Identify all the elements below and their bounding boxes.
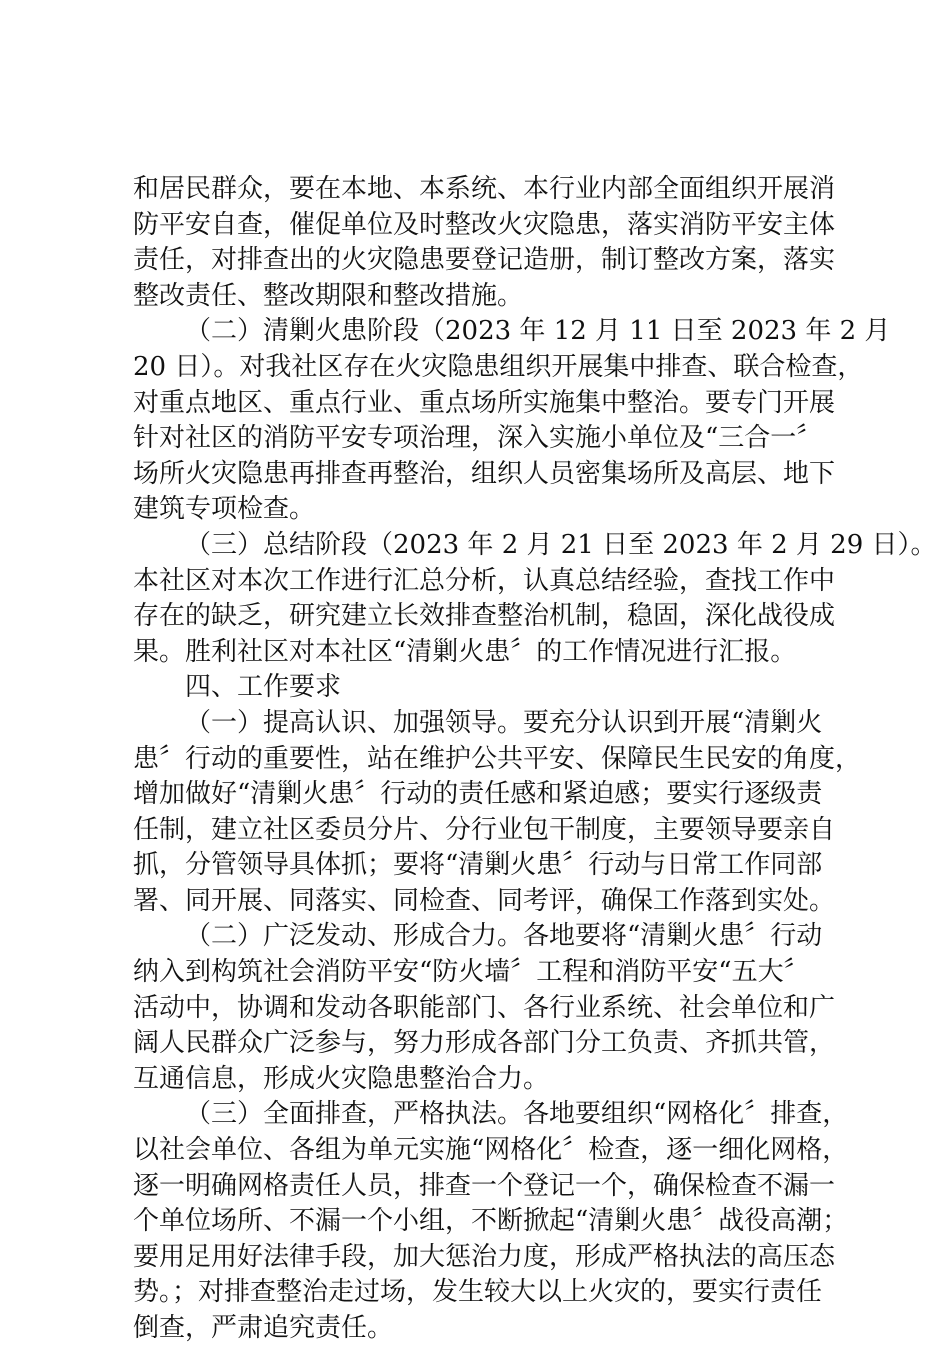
paragraph-start-line: （三）全面排查，严格执法。各地要组织“网格化〞排查， [185,1099,849,1130]
paragraph-start-line: （二）清剿火患阶段（2023 年 12 月 11 日至 2023 年 2 月 [185,316,891,347]
text-line: 20 日）。对我社区存在火灾隐患组织开展集中排查、联合检查， [133,351,864,382]
text-line: 署、同开展、同落实、同检查、同考评，确保工作落到实处。 [133,885,836,916]
text-line: 以社会单位、各组为单元实施“网格化〞检查，逐一细化网格， [133,1135,849,1166]
text-line: 患〞行动的重要性，站在维护公共平安、保障民生民安的角度， [133,743,862,774]
text-line: 场所火灾隐患再排查再整治，组织人员密集场所及高层、地下 [133,458,836,489]
text-line: 建筑专项检查。 [133,494,316,525]
text-line: 增加做好“清剿火患〞行动的责任感和紧迫感；要实行逐级责 [133,779,823,810]
text-line: 存在的缺乏，研究建立长效排查整治机制，稳固，深化战役成 [133,601,836,632]
text-line: 任制，建立社区委员分片、分行业包干制度，主要领导要亲自 [133,814,836,845]
text-line: 倒查，严肃追究责任。 [133,1313,394,1343]
text-line: 要用足用好法律手段，加大惩治力度，形成严格执法的高压态 [133,1241,836,1272]
text-line: 整改责任、整改期限和整改措施。 [133,280,524,311]
text-line: 势。；对排查整治走过场，发生较大以上火灾的，要实行责任 [133,1277,823,1308]
text-line: 互通信息，形成火灾隐患整治合力。 [133,1063,550,1094]
text-line: 抓，分管领导具体抓；要将“清剿火患〞行动与日常工作同部 [133,850,823,881]
document-body [133,172,937,1347]
text-line: 纳入到构筑社会消防平安“防火墙〞工程和消防平安“五大〞 [133,957,810,988]
text-line: 逐一明确网格责任人员，排查一个登记一个，确保检查不漏一 [133,1170,836,1201]
text-line: 本社区对本次工作进行汇总分析，认真总结经验，查找工作中 [133,565,836,596]
text-line: 个单位场所、不漏一个小组，不断掀起“清剿火患〞战役高潮； [133,1206,849,1237]
text-line: 防平安自查，催促单位及时整改火灾隐患，落实消防平安主体 [133,209,836,240]
section-heading: 四、工作要求 [185,672,342,703]
paragraph-start-line: （一）提高认识、加强领导。要充分认识到开展“清剿火 [185,707,823,738]
text-line: 果。胜利社区对本社区“清剿火患〞的工作情况进行汇报。 [133,636,797,667]
paragraph-start-line: （三）总结阶段（2023 年 2 月 21 日至 2023 年 2 月 29 日）。 [185,529,937,560]
text-line: 和居民群众，要在本地、本系统、本行业内部全面组织开展消 [133,174,836,204]
text-line: 阔人民群众广泛参与，努力形成各部门分工负责、齐抓共管， [133,1028,836,1059]
text-line: 针对社区的消防平安专项治理，深入实施小单位及“三合一〞 [133,423,823,454]
paragraph-start-line: （二）广泛发动、形成合力。各地要将“清剿火患〞行动 [185,921,823,952]
text-line: 活动中，协调和发动各职能部门、各行业系统、社会单位和广 [133,992,836,1023]
text-line: 对重点地区、重点行业、重点场所实施集中整治。要专门开展 [133,387,836,418]
text-line: 责任，对排查出的火灾隐患要登记造册，制订整改方案，落实 [133,245,836,276]
